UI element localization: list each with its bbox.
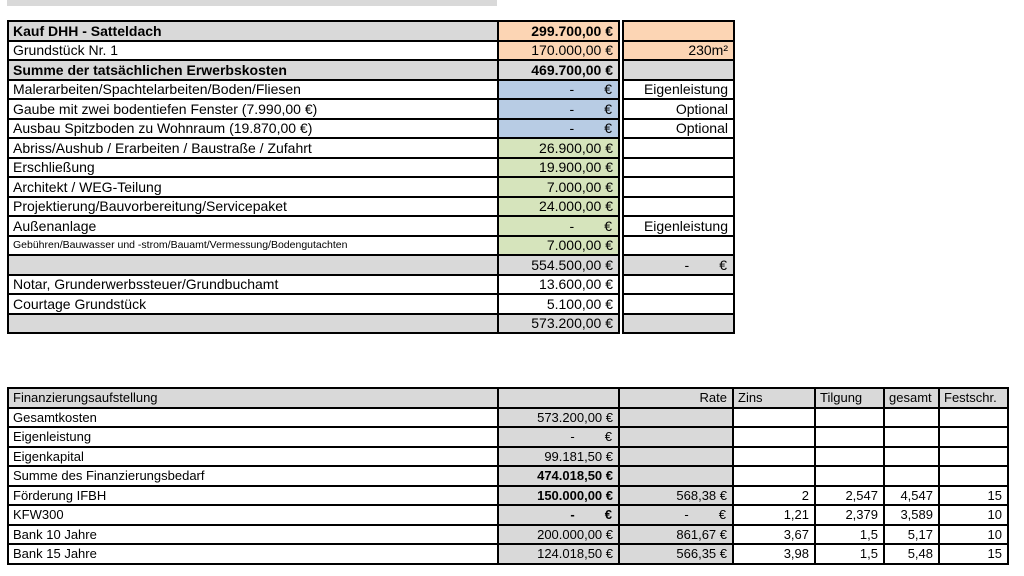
dash-value: - (569, 217, 575, 234)
top-row-3-value-cell[interactable] (498, 80, 619, 100)
financing-row-2-value-cell[interactable]: 99.181,50 € (498, 447, 619, 467)
financing-row-2-gesamt-cell[interactable] (884, 447, 939, 467)
financing-row-5-tilgung-cell[interactable]: 2,379 (815, 505, 884, 525)
financing-row-2-label-cell[interactable]: Eigenkapital (8, 447, 498, 467)
top-row-7-note-cell[interactable] (623, 158, 734, 178)
table-row (8, 60, 734, 80)
financing-header-row (8, 388, 1008, 408)
table-row (8, 158, 734, 178)
table-row (8, 427, 1008, 447)
financing-row-6-tilgung-cell[interactable]: 1,5 (815, 525, 884, 545)
financing-row-2-zins-cell[interactable] (733, 447, 815, 467)
top-row-1-note-cell[interactable]: 230m² (623, 41, 734, 61)
financing-row-7-festschr-cell[interactable]: 15 (939, 544, 1008, 564)
financing-header-value-cell[interactable] (498, 388, 619, 408)
dash-value: - (570, 507, 575, 523)
financing-row-7-label-cell[interactable]: Bank 15 Jahre (8, 544, 498, 564)
financing-row-3-festschr-cell[interactable] (939, 466, 1008, 486)
table-row (8, 447, 1008, 467)
financing-row-1-value-cell[interactable] (498, 427, 619, 447)
financing-row-5-value-cell[interactable] (498, 505, 619, 525)
financing-row-4-gesamt-cell[interactable]: 4,547 (884, 486, 939, 506)
top-row-8-label-cell[interactable]: Architekt / WEG-Teilung (8, 177, 498, 197)
table-row (8, 41, 734, 61)
currency-symbol: € (719, 256, 727, 273)
top-row-0-value-cell[interactable]: 299.700,00 € (498, 21, 619, 41)
financing-row-5-gesamt-cell[interactable]: 3,589 (884, 505, 939, 525)
financing-table-body (8, 388, 1008, 564)
top-row-15-label-cell[interactable] (8, 314, 498, 334)
table-row (8, 486, 1008, 506)
financing-row-3-rate-cell[interactable] (619, 466, 733, 486)
top-row-13-value-cell[interactable]: 13.600,00 € (498, 275, 619, 295)
financing-header-label-cell[interactable]: Finanzierungsaufstellung (8, 388, 498, 408)
top-row-0-note-cell[interactable] (623, 21, 734, 41)
financing-row-4-tilgung-cell[interactable]: 2,547 (815, 486, 884, 506)
financing-row-1-gesamt-cell[interactable] (884, 427, 939, 447)
financing-row-1-zins-cell[interactable] (733, 427, 815, 447)
dash-value: - (569, 100, 575, 117)
currency-symbol: € (604, 100, 612, 117)
financing-row-3-tilgung-cell[interactable] (815, 466, 884, 486)
top-row-1-label-cell[interactable]: Grundstück Nr. 1 (8, 41, 498, 61)
financing-table (7, 387, 1009, 565)
top-row-11-label-cell[interactable]: Gebühren/Bauwasser und -strom/Bauamt/Vermessung/Bodengutachten (8, 236, 498, 256)
top-row-7-value-cell[interactable]: 19.900,00 € (498, 158, 619, 178)
table-row (8, 119, 734, 139)
top-row-12-note-cell[interactable] (623, 255, 734, 275)
top-row-14-value-cell[interactable]: 5.100,00 € (498, 294, 619, 314)
top-row-1-value-cell[interactable]: 170.000,00 € (498, 41, 619, 61)
financing-header-festschr-cell[interactable]: Festschr. (939, 388, 1008, 408)
financing-row-7-gesamt-cell[interactable]: 5,48 (884, 544, 939, 564)
table-row (8, 505, 1008, 525)
financing-row-6-rate-cell[interactable]: 861,67 € (619, 525, 733, 545)
financing-row-0-gesamt-cell[interactable] (884, 408, 939, 428)
top-row-6-value-cell[interactable]: 26.900,00 € (498, 138, 619, 158)
top-row-9-label-cell[interactable]: Projektierung/Bauvorbereitung/Servicepaket (8, 197, 498, 217)
financing-row-5-rate-cell-dash-format (625, 507, 727, 522)
top-row-13-label-cell[interactable]: Notar, Grunderwerbssteuer/Grundbuchamt (8, 275, 498, 295)
top-row-5-value-cell-dash-format (504, 120, 613, 136)
table-row (8, 314, 734, 334)
table-row (8, 21, 734, 41)
table-row (8, 294, 734, 314)
financing-row-0-label-cell[interactable]: Gesamtkosten (8, 408, 498, 428)
top-row-4-label-cell[interactable]: Gaube mit zwei bodentiefen Fenster (7.990,00 €) (8, 99, 498, 119)
financing-row-3-label-cell[interactable]: Summe des Finanzierungsbedarf (8, 466, 498, 486)
financing-row-7-tilgung-cell[interactable]: 1,5 (815, 544, 884, 564)
financing-row-6-label-cell[interactable]: Bank 10 Jahre (8, 525, 498, 545)
financing-row-5-value-cell-dash-format (504, 507, 613, 522)
top-row-5-value-cell[interactable] (498, 119, 619, 139)
top-row-10-value-cell-dash-format (504, 218, 613, 234)
financing-row-1-value-cell-dash-format (504, 429, 613, 444)
financing-row-4-rate-cell[interactable]: 568,38 € (619, 486, 733, 506)
top-row-3-label-cell[interactable]: Malerarbeiten/Spachtelarbeiten/Boden/Fliesen (8, 80, 498, 100)
top-row-4-note-cell[interactable]: Optional (623, 99, 734, 119)
top-row-2-label-cell[interactable]: Summe der tatsächlichen Erwerbskosten (8, 60, 498, 80)
financing-row-0-tilgung-cell[interactable] (815, 408, 884, 428)
top-row-8-value-cell[interactable]: 7.000,00 € (498, 177, 619, 197)
financing-row-6-gesamt-cell[interactable]: 5,17 (884, 525, 939, 545)
financing-row-1-rate-cell[interactable] (619, 427, 733, 447)
financing-row-1-label-cell[interactable]: Eigenleistung (8, 427, 498, 447)
financing-row-1-festschr-cell[interactable] (939, 427, 1008, 447)
top-row-3-value-cell-dash-format (504, 81, 613, 97)
top-row-11-value-cell[interactable]: 7.000,00 € (498, 236, 619, 256)
top-row-10-label-cell[interactable]: Außenanlage (8, 216, 498, 236)
financing-row-6-value-cell[interactable]: 200.000,00 € (498, 525, 619, 545)
financing-row-5-rate-cell[interactable] (619, 505, 733, 525)
top-row-14-label-cell[interactable]: Courtage Grundstück (8, 294, 498, 314)
top-row-15-value-cell[interactable]: 573.200,00 € (498, 314, 619, 334)
financing-row-5-zins-cell[interactable]: 1,21 (733, 505, 815, 525)
financing-row-2-rate-cell[interactable] (619, 447, 733, 467)
dash-value: - (684, 507, 689, 523)
top-row-14-note-cell[interactable] (623, 294, 734, 314)
financing-header-zins-cell[interactable]: Zins (733, 388, 815, 408)
financing-row-5-festschr-cell[interactable]: 10 (939, 505, 1008, 525)
table-row (8, 275, 734, 295)
partial-row-top-strip (7, 0, 497, 6)
top-row-12-label-cell[interactable] (8, 255, 498, 275)
table-row (8, 138, 734, 158)
financing-row-2-tilgung-cell[interactable] (815, 447, 884, 467)
top-row-0-label-cell[interactable]: Kauf DHH - Satteldach (8, 21, 498, 41)
top-row-5-label-cell[interactable]: Ausbau Spitzboden zu Wohnraum (19.870,00 €) (8, 119, 498, 139)
purchase-cost-table (7, 20, 735, 334)
financing-row-4-festschr-cell[interactable]: 15 (939, 486, 1008, 506)
financing-row-7-rate-cell[interactable]: 566,35 € (619, 544, 733, 564)
top-row-9-note-cell[interactable] (623, 197, 734, 217)
financing-row-4-label-cell[interactable]: Förderung IFBH (8, 486, 498, 506)
top-row-2-note-cell[interactable] (623, 60, 734, 80)
financing-row-2-festschr-cell[interactable] (939, 447, 1008, 467)
table-row (8, 236, 734, 256)
dash-value: - (569, 120, 575, 137)
table-row (8, 466, 1008, 486)
financing-row-0-rate-cell[interactable] (619, 408, 733, 428)
financing-row-7-zins-cell[interactable]: 3,98 (733, 544, 815, 564)
financing-header-rate-cell[interactable]: Rate (619, 388, 733, 408)
table-row (8, 197, 734, 217)
top-row-6-label-cell[interactable]: Abriss/Aushub / Erarbeiten / Baustraße / Zufahrt (8, 138, 498, 158)
currency-symbol: € (604, 81, 612, 98)
financing-row-0-festschr-cell[interactable] (939, 408, 1008, 428)
top-row-11-note-cell[interactable] (623, 236, 734, 256)
table-row (8, 80, 734, 100)
financing-row-5-label-cell[interactable]: KFW300 (8, 505, 498, 525)
table-row (8, 216, 734, 236)
financing-row-3-value-cell[interactable]: 474.018,50 € (498, 466, 619, 486)
financing-row-3-zins-cell[interactable] (733, 466, 815, 486)
top-row-2-value-cell[interactable]: 469.700,00 € (498, 60, 619, 80)
currency-symbol: € (604, 120, 612, 137)
currency-symbol: € (718, 507, 726, 523)
financing-row-4-zins-cell[interactable]: 2 (733, 486, 815, 506)
top-row-4-value-cell-dash-format (504, 101, 613, 117)
dash-value: - (684, 256, 690, 273)
financing-row-0-value-cell[interactable]: 573.200,00 € (498, 408, 619, 428)
financing-header-gesamt-cell[interactable]: gesamt (884, 388, 939, 408)
financing-row-4-value-cell[interactable]: 150.000,00 € (498, 486, 619, 506)
table-row (8, 544, 1008, 564)
financing-row-6-zins-cell[interactable]: 3,67 (733, 525, 815, 545)
top-row-4-value-cell[interactable] (498, 99, 619, 119)
top-row-15-note-cell[interactable] (623, 314, 734, 334)
financing-row-3-gesamt-cell[interactable] (884, 466, 939, 486)
top-row-5-note-cell[interactable]: Optional (623, 119, 734, 139)
table-row (8, 177, 734, 197)
top-row-7-label-cell[interactable]: Erschließung (8, 158, 498, 178)
currency-symbol: € (604, 507, 612, 523)
top-row-6-note-cell[interactable] (623, 138, 734, 158)
currency-symbol: € (604, 429, 612, 445)
top-row-10-note-cell[interactable]: Eigenleistung (623, 216, 734, 236)
top-row-8-note-cell[interactable] (623, 177, 734, 197)
top-row-3-note-cell[interactable]: Eigenleistung (623, 80, 734, 100)
financing-row-1-tilgung-cell[interactable] (815, 427, 884, 447)
financing-row-7-value-cell[interactable]: 124.018,50 € (498, 544, 619, 564)
top-row-13-note-cell[interactable] (623, 275, 734, 295)
financing-row-6-festschr-cell[interactable]: 10 (939, 525, 1008, 545)
table-row (8, 99, 734, 119)
table-row (8, 408, 1008, 428)
table-row (8, 255, 734, 275)
purchase-cost-table-body (8, 21, 734, 333)
top-row-10-value-cell[interactable] (498, 216, 619, 236)
dash-value: - (569, 81, 575, 98)
top-row-12-note-cell-dash-format (629, 257, 728, 273)
top-row-9-value-cell[interactable]: 24.000,00 € (498, 197, 619, 217)
financing-header-tilgung-cell[interactable]: Tilgung (815, 388, 884, 408)
dash-value: - (570, 429, 575, 445)
top-row-12-value-cell[interactable]: 554.500,00 € (498, 255, 619, 275)
currency-symbol: € (604, 217, 612, 234)
financing-row-0-zins-cell[interactable] (733, 408, 815, 428)
table-row (8, 525, 1008, 545)
